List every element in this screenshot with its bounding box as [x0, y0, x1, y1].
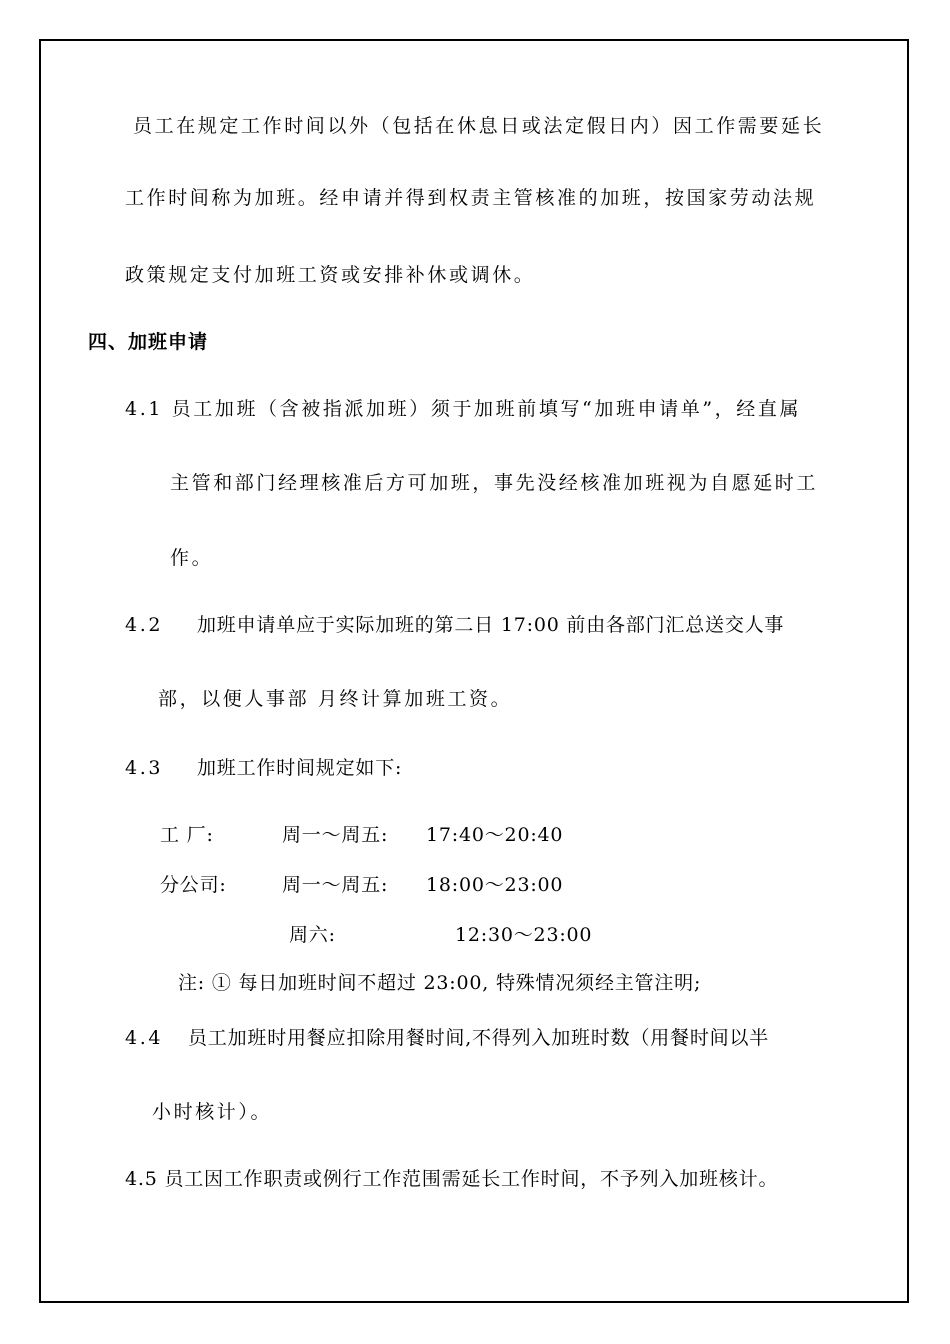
- item-4-4-line-1: 员工加班时用餐应扣除用餐时间,不得列入加班时数（用餐时间以半: [188, 1027, 770, 1049]
- schedule-place: 分公司:: [160, 874, 227, 896]
- item-4-2-line-2: 部，以便人事部 月终计算加班工资。: [158, 688, 513, 710]
- item-4-2-number: 4.2: [125, 614, 164, 636]
- item-4-4-number: 4.4: [125, 1027, 164, 1049]
- schedule-note: 注: ① 每日加班时间不超过 23:00, 特殊情况须经主管注明;: [178, 972, 702, 994]
- item-4-2-line-1: 加班申请单应于实际加班的第二日 17:00 前由各部门汇总送交人事: [197, 614, 785, 636]
- item-4-5-line-1: 4.5 员工因工作职责或例行工作范围需延长工作时间，不予列入加班核计。: [125, 1168, 779, 1190]
- intro-line-2: 工作时间称为加班。经申请并得到权责主管核准的加班，按国家劳动法规: [125, 187, 817, 209]
- item-4-1-line-2: 主管和部门经理核准后方可加班，事先没经核准加班视为自愿延时工: [170, 472, 819, 494]
- schedule-days: 周六:: [289, 924, 336, 946]
- schedule-time: 17:40～20:40: [426, 824, 564, 846]
- item-4-4-line-2: 小时核计）。: [152, 1101, 273, 1123]
- schedule-days: 周一～周五:: [282, 874, 389, 896]
- item-4-1-line-1: 4.1 员工加班（含被指派加班）须于加班前填写“加班申请单”，经直属: [125, 398, 802, 420]
- schedule-time: 18:00～23:00: [426, 874, 564, 896]
- intro-line-3: 政策规定支付加班工资或安排补休或调休。: [125, 264, 536, 286]
- schedule-time: 12:30～23:00: [455, 924, 593, 946]
- item-4-1-line-3: 作。: [170, 547, 214, 569]
- item-4-3-number: 4.3: [125, 757, 164, 779]
- section-heading: 四、加班申请: [88, 331, 209, 353]
- schedule-days: 周一～周五:: [282, 824, 389, 846]
- item-4-3-text: 加班工作时间规定如下:: [197, 757, 403, 779]
- intro-line-1: 员工在规定工作时间以外（包括在休息日或法定假日内）因工作需要延长: [133, 115, 825, 137]
- schedule-place: 工 厂:: [160, 824, 214, 846]
